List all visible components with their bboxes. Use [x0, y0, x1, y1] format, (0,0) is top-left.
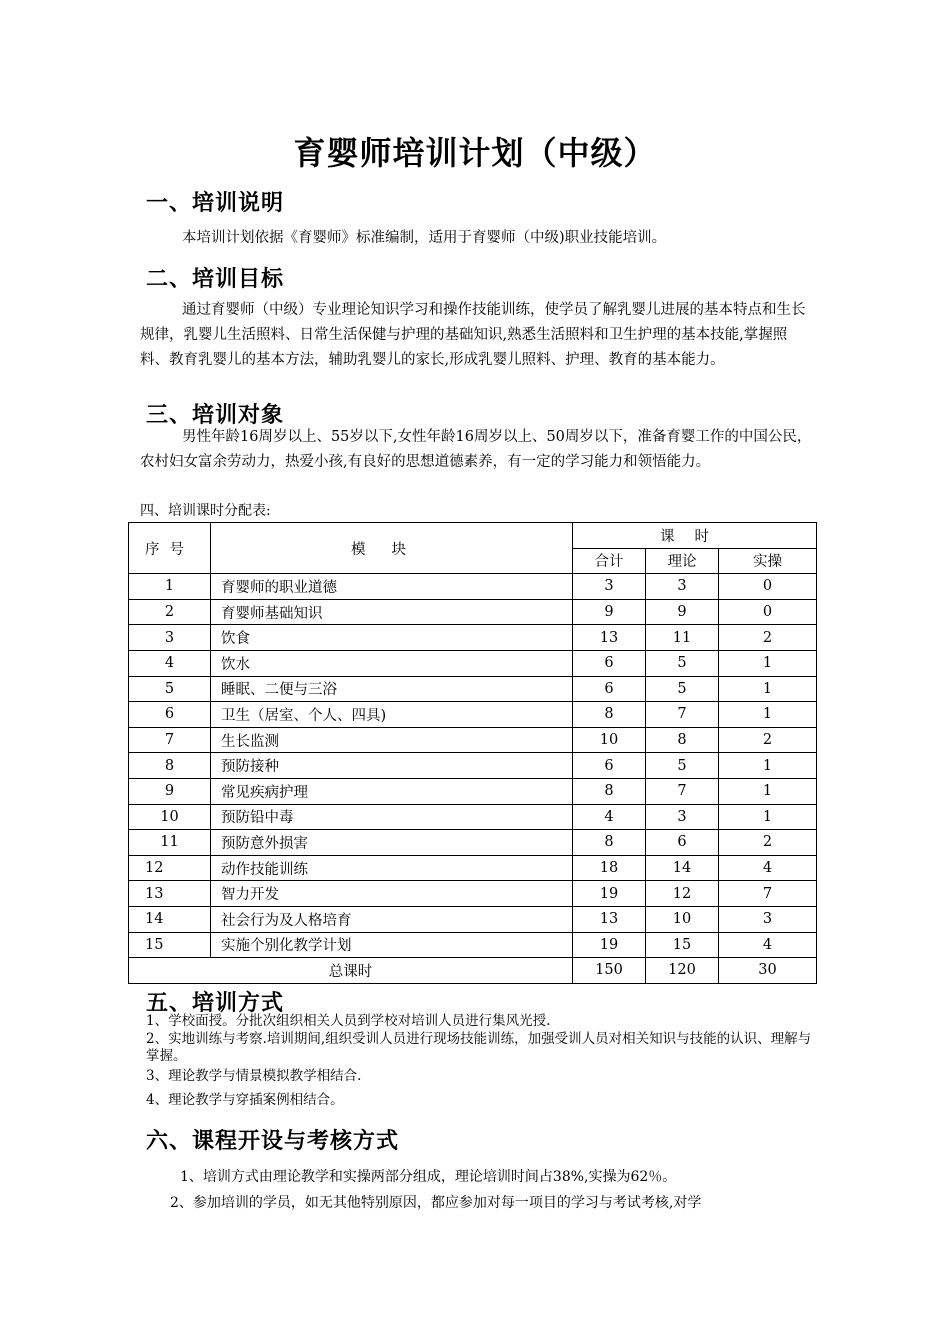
row-seq: 9: [129, 778, 211, 804]
row-seq: 2: [129, 599, 211, 625]
table-row: [129, 702, 817, 728]
header-seq: 序号: [129, 523, 211, 574]
row-seq: 4: [129, 650, 211, 676]
row-theory: 14: [646, 855, 719, 881]
section-5-heading: 五、培训方式: [146, 991, 285, 1016]
row-seq: 8: [129, 753, 211, 779]
section-4-heading: 四、培训课时分配表:: [140, 503, 271, 519]
table-row: [129, 830, 817, 856]
section-3-text: 男性年龄16周岁以上、55岁以下,女性年龄16周岁以上、50周岁以下，准备育婴工作的中国公民，农村妇女富余劳动力，热爱小孩,有良好的思想道德素养，有一定的学习能力和领悟能力。: [140, 429, 812, 470]
table-row: [129, 625, 817, 651]
header-module: 模块: [211, 523, 573, 574]
row-seq: 6: [129, 702, 211, 728]
section-5-item-1: 1、学校面授。分批次组织相关人员到学校对培训人员进行集风光授.: [146, 1013, 551, 1029]
row-seq: 13: [129, 881, 211, 907]
table-row: [129, 804, 817, 830]
row-theory: 10: [646, 906, 719, 932]
hours-table: [128, 522, 817, 984]
row-practice: 1: [719, 804, 817, 830]
row-practice: 3: [719, 906, 817, 932]
row-module: 预防意外损害: [211, 830, 573, 856]
section-5-item-3: 3、理论教学与情景模拟教学相结合.: [146, 1068, 362, 1084]
row-total: 13: [573, 906, 646, 932]
table-row: [129, 881, 817, 907]
table-row: [129, 753, 817, 779]
row-total: 19: [573, 881, 646, 907]
header-practice: 实操: [719, 548, 817, 574]
row-total: 6: [573, 676, 646, 702]
row-theory: 5: [646, 650, 719, 676]
row-practice: 1: [719, 778, 817, 804]
section-5-item-4: 4、理论教学与穿插案例相结合。: [146, 1092, 344, 1108]
row-module: 社会行为及人格培育: [211, 906, 573, 932]
table-row: [129, 650, 817, 676]
row-practice: 7: [719, 881, 817, 907]
row-theory: 5: [646, 753, 719, 779]
section-3-heading: 三、培训对象: [146, 403, 285, 428]
row-module: 常见疾病护理: [211, 778, 573, 804]
row-theory: 3: [646, 804, 719, 830]
table-row: [129, 855, 817, 881]
row-seq: 5: [129, 676, 211, 702]
footer-label: 总课时: [129, 958, 573, 984]
section-1-heading: 一、培训说明: [146, 191, 285, 216]
section-6-heading: 六、课程开设与考核方式: [146, 1129, 400, 1154]
row-theory: 12: [646, 881, 719, 907]
row-theory: 11: [646, 625, 719, 651]
row-total: 9: [573, 599, 646, 625]
row-practice: 2: [719, 727, 817, 753]
row-module: 实施个别化教学计划: [211, 932, 573, 958]
row-seq: 15: [129, 932, 211, 958]
row-module: 育婴师的职业道德: [211, 574, 573, 600]
row-seq: 11: [129, 830, 211, 856]
section-2-heading: 二、培训目标: [146, 267, 285, 292]
row-practice: 1: [719, 650, 817, 676]
row-theory: 7: [646, 702, 719, 728]
row-total: 19: [573, 932, 646, 958]
row-practice: 1: [719, 702, 817, 728]
row-seq: 7: [129, 727, 211, 753]
row-module: 智力开发: [211, 881, 573, 907]
row-module: 预防接种: [211, 753, 573, 779]
table-row: [129, 574, 817, 600]
table-row: [129, 727, 817, 753]
row-theory: 6: [646, 830, 719, 856]
row-seq: 3: [129, 625, 211, 651]
row-total: 13: [573, 625, 646, 651]
row-seq: 14: [129, 906, 211, 932]
row-module: 生长监测: [211, 727, 573, 753]
section-1-text: 本培训计划依据《育婴师》标准编制，适用于育婴师（中级)职业技能培训。: [182, 230, 667, 246]
row-total: 8: [573, 702, 646, 728]
header-total: 合计: [573, 548, 646, 574]
header-theory: 理论: [646, 548, 719, 574]
footer-theory: 120: [646, 958, 719, 984]
table-header-row: [129, 523, 817, 549]
row-total: 3: [573, 574, 646, 600]
row-module: 育婴师基础知识: [211, 599, 573, 625]
row-module: 饮食: [211, 625, 573, 651]
row-practice: 4: [719, 855, 817, 881]
page-title: 育婴师培训计划（中级）: [293, 134, 657, 172]
row-total: 6: [573, 753, 646, 779]
footer-total: 150: [573, 958, 646, 984]
section-2-text: 通过育婴师（中级）专业理论知识学习和操作技能训练，使学员了解乳婴儿进展的基本特点和生长规律，乳婴儿生活照料、日常生活保健与护理的基础知识,熟悉生活照料和卫生护理的基本技能,掌握照料、教育乳婴儿的基本方法，辅助乳婴儿的家长,形成乳婴儿照料、护理、教育的基本能力。: [140, 302, 806, 368]
row-practice: 4: [719, 932, 817, 958]
row-total: 6: [573, 650, 646, 676]
row-practice: 2: [719, 625, 817, 651]
section-6-item-1: 1、培训方式由理论教学和实操两部分组成，理论培训时间占38%,实操为62％。: [180, 1169, 677, 1185]
row-module: 动作技能训练: [211, 855, 573, 881]
row-seq: 10: [129, 804, 211, 830]
row-theory: 3: [646, 574, 719, 600]
row-theory: 8: [646, 727, 719, 753]
row-module: 预防铅中毒: [211, 804, 573, 830]
row-total: 8: [573, 778, 646, 804]
row-seq: 12: [129, 855, 211, 881]
row-total: 8: [573, 830, 646, 856]
header-hours: 课时: [573, 523, 817, 549]
row-module: 卫生（居室、个人、四具): [211, 702, 573, 728]
row-theory: 7: [646, 778, 719, 804]
row-practice: 1: [719, 676, 817, 702]
row-theory: 15: [646, 932, 719, 958]
row-seq: 1: [129, 574, 211, 600]
row-theory: 5: [646, 676, 719, 702]
table-footer-row: [129, 958, 817, 984]
row-module: 睡眠、二便与三浴: [211, 676, 573, 702]
row-practice: 1: [719, 753, 817, 779]
row-total: 4: [573, 804, 646, 830]
row-total: 18: [573, 855, 646, 881]
row-module: 饮水: [211, 650, 573, 676]
table-row: [129, 676, 817, 702]
section-6-item-2: 2、参加培训的学员，如无其他特别原因，都应参加对每一项目的学习与考试考核,对学: [170, 1195, 702, 1211]
section-5-item-2: 2、实地训练与考察.培训期间,组织受训人员进行现场技能训练，加强受训人员对相关知识与技能的认识、理解与掌握。: [146, 1031, 812, 1064]
row-practice: 0: [719, 574, 817, 600]
table-row: [129, 778, 817, 804]
row-total: 10: [573, 727, 646, 753]
row-theory: 9: [646, 599, 719, 625]
footer-practice: 30: [719, 958, 817, 984]
row-practice: 0: [719, 599, 817, 625]
table-row: [129, 906, 817, 932]
table-row: [129, 932, 817, 958]
row-practice: 2: [719, 830, 817, 856]
table-row: [129, 599, 817, 625]
